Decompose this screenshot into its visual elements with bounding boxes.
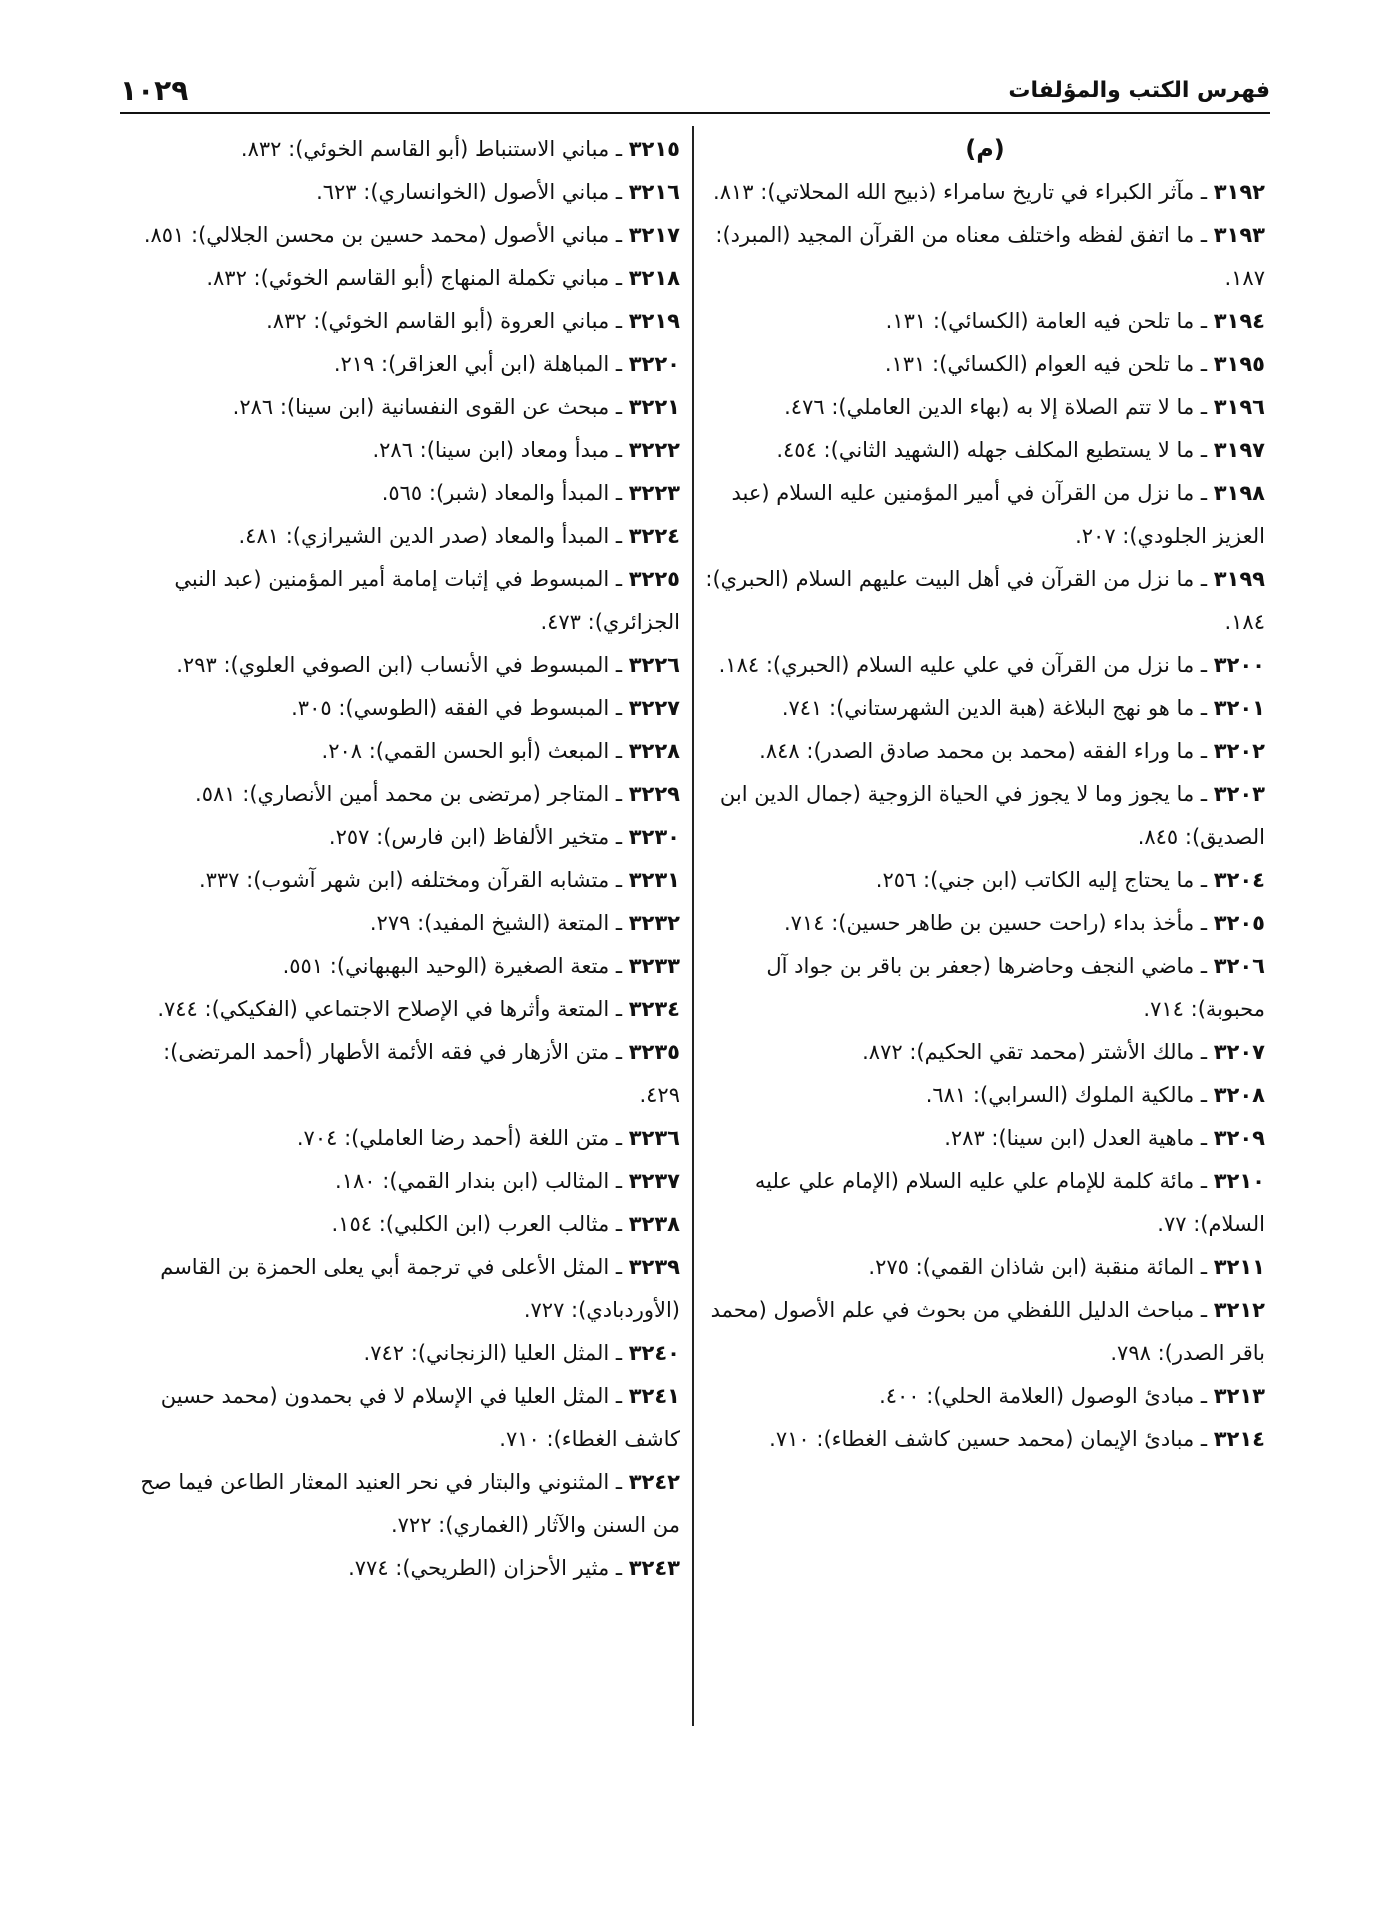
entry-number: ٣٢٤١ — [628, 1384, 680, 1408]
entry-text: ـ مالك الأشتر (محمد تقي الحكيم): ٨٧٢. — [862, 1040, 1208, 1064]
entry-number: ٣٢٠٠ — [1213, 653, 1265, 677]
index-entry — [705, 644, 1265, 687]
entry-number: ٣٢٣٥ — [628, 1040, 680, 1064]
entry-text: ـ مثالب العرب (ابن الكلبي): ١٥٤. — [331, 1212, 623, 1236]
index-entry — [120, 1203, 680, 1246]
right-column — [705, 128, 1265, 1461]
entry-number: ٣٢٠٢ — [1213, 739, 1265, 763]
entry-number: ٣٢٠٧ — [1213, 1040, 1265, 1064]
entry-number: ٣١٩٨ — [1213, 481, 1265, 505]
index-entry — [120, 644, 680, 687]
entry-number: ٣٢٢٤ — [628, 524, 680, 548]
entry-text: ـ ماهية العدل (ابن سينا): ٢٨٣. — [944, 1126, 1208, 1150]
index-entry — [705, 472, 1265, 558]
entry-text: ـ ما تلحن فيه العوام (الكسائي): ١٣١. — [884, 352, 1208, 376]
entry-number: ٣٢٠٨ — [1213, 1083, 1265, 1107]
index-entry — [120, 1117, 680, 1160]
index-entry — [120, 558, 680, 644]
entry-text: ـ المتعة (الشيخ المفيد): ٢٧٩. — [369, 911, 623, 935]
index-entry — [120, 343, 680, 386]
entry-number: ٣٢١٠ — [1213, 1169, 1265, 1193]
entry-number: ٣٢٢٨ — [628, 739, 680, 763]
entry-number: ٣٢٠٤ — [1213, 868, 1265, 892]
index-entry — [120, 988, 680, 1031]
entry-text: ـ المبدأ والمعاد (شبر): ٥٦٥. — [381, 481, 623, 505]
index-entry — [120, 257, 680, 300]
index-entry — [705, 1375, 1265, 1418]
entry-text: ـ المبعث (أبو الحسن القمي): ٢٠٨. — [321, 739, 623, 763]
section-letter: (م) — [965, 135, 1005, 163]
entry-number: ٣٢٢٠ — [628, 352, 680, 376]
index-entry — [705, 945, 1265, 1031]
index-entry — [705, 429, 1265, 472]
entry-number: ٣٢٤٠ — [628, 1341, 680, 1365]
index-entry — [120, 1461, 680, 1547]
entry-text: ـ مأخذ بداء (راحت حسين بن طاهر حسين): ٧١٤. — [783, 911, 1208, 935]
entry-number: ٣٢٣٤ — [628, 997, 680, 1021]
index-entry — [705, 214, 1265, 300]
index-entry — [705, 1246, 1265, 1289]
entry-text: ـ المبدأ والمعاد (صدر الدين الشيرازي): ٤٨١. — [238, 524, 623, 548]
entry-text: ـ مباني الاستنباط (أبو القاسم الخوئي): ٨٣٢. — [240, 137, 623, 161]
entry-number: ٣٢١٣ — [1213, 1384, 1265, 1408]
entry-text: ـ مبادئ الإيمان (محمد حسين كاشف الغطاء): ٧١٠. — [769, 1427, 1208, 1451]
index-entry — [120, 128, 680, 171]
entry-text: ـ المثنوني والبتار في نحر العنيد المعثار الطاعن فيما صح من السنن والآثار (الغماري): ٧٢٢. — [140, 1470, 680, 1537]
entry-number: ٣٢٢٧ — [628, 696, 680, 720]
entry-text: ـ متن الأزهار في فقه الأئمة الأطهار (أحمد المرتضى): ٤٢٩. — [163, 1040, 680, 1107]
index-entry — [705, 1289, 1265, 1375]
entry-number: ٣١٩٥ — [1213, 352, 1265, 376]
index-entry — [120, 214, 680, 257]
entry-number: ٣٢٢٩ — [628, 782, 680, 806]
column-divider — [692, 126, 694, 1726]
entry-text: ـ مائة كلمة للإمام علي عليه السلام (الإمام علي عليه السلام): ٧٧. — [754, 1169, 1265, 1236]
entry-text: ـ المثل العليا في الإسلام لا في بحمدون (محمد حسين كاشف الغطاء): ٧١٠. — [160, 1384, 680, 1451]
entry-number: ٣٢٢٦ — [628, 653, 680, 677]
index-entry — [705, 1117, 1265, 1160]
index-entry — [120, 1160, 680, 1203]
entry-number: ٣٢١٦ — [628, 180, 680, 204]
entry-number: ٣١٩٩ — [1213, 567, 1265, 591]
entry-text: ـ متعة الصغيرة (الوحيد البهبهاني): ٥٥١. — [282, 954, 623, 978]
index-entry — [120, 386, 680, 429]
index-entry — [120, 902, 680, 945]
entry-number: ٣٢٣٣ — [628, 954, 680, 978]
entry-text: ـ ما نزل من القرآن في أهل البيت عليهم السلام (الحبري): ١٨٤. — [705, 567, 1265, 634]
entry-text: ـ ماضي النجف وحاضرها (جعفر بن باقر بن جواد آل محبوبة): ٧١٤. — [766, 954, 1265, 1021]
index-entry — [120, 171, 680, 214]
entry-number: ٣٢٠٣ — [1213, 782, 1265, 806]
page-title: فهرس الكتب والمؤلفات — [1008, 77, 1270, 103]
entry-text: ـ المباهلة (ابن أبي العزاقر): ٢١٩. — [333, 352, 623, 376]
entry-text: ـ ما هو نهج البلاغة (هبة الدين الشهرستاني): ٧٤١. — [781, 696, 1208, 720]
index-entry — [120, 687, 680, 730]
index-entry — [705, 1418, 1265, 1461]
index-entry — [705, 773, 1265, 859]
entry-number: ٣٢١١ — [1213, 1255, 1265, 1279]
entry-text: ـ ما يجوز وما لا يجوز في الحياة الزوجية (جمال الدين ابن الصديق): ٨٤٥. — [719, 782, 1265, 849]
entry-number: ٣١٩٧ — [1213, 438, 1265, 462]
entry-number: ٣١٩٣ — [1213, 223, 1265, 247]
entry-text: ـ ما نزل من القرآن في علي عليه السلام (الحبري): ١٨٤. — [718, 653, 1208, 677]
index-entry — [705, 859, 1265, 902]
entry-text: ـ مبحث عن القوى النفسانية (ابن سينا): ٢٨٦. — [232, 395, 623, 419]
index-entry — [705, 1031, 1265, 1074]
index-entry — [120, 859, 680, 902]
entry-text: ـ المبسوط في الفقه (الطوسي): ٣٠٥. — [291, 696, 623, 720]
entry-number: ٣٢١٤ — [1213, 1427, 1265, 1451]
index-entry — [705, 171, 1265, 214]
index-entry — [705, 1160, 1265, 1246]
index-entry — [705, 730, 1265, 773]
entry-text: ـ ما وراء الفقه (محمد بن محمد صادق الصدر): ٨٤٨. — [759, 739, 1208, 763]
index-entry — [120, 816, 680, 859]
entry-text: ـ المثالب (ابن بندار القمي): ١٨٠. — [335, 1169, 623, 1193]
index-entry — [705, 343, 1265, 386]
entry-number: ٣٢٠٩ — [1213, 1126, 1265, 1150]
entry-text: ـ متشابه القرآن ومختلفه (ابن شهر آشوب): ٣٣٧. — [198, 868, 623, 892]
index-entry — [705, 300, 1265, 343]
entry-text: ـ مباحث الدليل اللفظي من بحوث في علم الأصول (محمد باقر الصدر): ٧٩٨. — [710, 1298, 1265, 1365]
entry-number: ٣٢٣٠ — [628, 825, 680, 849]
index-entry — [705, 386, 1265, 429]
entry-text: ـ ما اتفق لفظه واختلف معناه من القرآن المجيد (المبرد): ١٨٧. — [715, 223, 1265, 290]
entry-number: ٣٢٣٧ — [628, 1169, 680, 1193]
entry-text: ـ ما لا تتم الصلاة إلا به (بهاء الدين العاملي): ٤٧٦. — [784, 395, 1208, 419]
right-entries-list — [705, 171, 1265, 1461]
entry-text: ـ متن اللغة (أحمد رضا العاملي): ٧٠٤. — [296, 1126, 623, 1150]
entry-text: ـ مبدأ ومعاد (ابن سينا): ٢٨٦. — [372, 438, 623, 462]
index-entry — [705, 558, 1265, 644]
entry-text: ـ مالكية الملوك (السرابي): ٦٨١. — [925, 1083, 1208, 1107]
index-entry — [120, 1031, 680, 1117]
entry-number: ٣٢١٧ — [628, 223, 680, 247]
index-entry — [120, 472, 680, 515]
entry-number: ٣٢٣٨ — [628, 1212, 680, 1236]
entry-text: ـ المثل العليا (الزنجاني): ٧٤٢. — [363, 1341, 623, 1365]
entry-text: ـ مبادئ الوصول (العلامة الحلي): ٤٠٠. — [879, 1384, 1208, 1408]
index-entry — [120, 773, 680, 816]
entry-number: ٣٢١٢ — [1213, 1298, 1265, 1322]
entry-text: ـ مآثر الكبراء في تاريخ سامراء (ذبيح الله المحلاتي): ٨١٣. — [713, 180, 1208, 204]
index-entry — [120, 1547, 680, 1590]
entry-number: ٣٢٢٥ — [628, 567, 680, 591]
entry-text: ـ المبسوط في الأنساب (ابن الصوفي العلوي): ٢٩٣. — [176, 653, 623, 677]
entry-text: ـ ما تلحن فيه العامة (الكسائي): ١٣١. — [885, 309, 1208, 333]
index-entry — [120, 515, 680, 558]
index-entry — [120, 730, 680, 773]
entry-number: ٣٢٠١ — [1213, 696, 1265, 720]
entry-text: ـ مباني تكملة المنهاج (أبو القاسم الخوئي): ٨٣٢. — [206, 266, 623, 290]
entry-number: ٣٢٣٢ — [628, 911, 680, 935]
index-entry — [705, 1074, 1265, 1117]
entry-number: ٣٢٤٣ — [628, 1556, 680, 1580]
entry-number: ٣٢٣٩ — [628, 1255, 680, 1279]
entry-number: ٣٢٢٢ — [628, 438, 680, 462]
index-entry — [120, 945, 680, 988]
entry-number: ٣٢٣١ — [628, 868, 680, 892]
entry-number: ٣٢١٥ — [628, 137, 680, 161]
entry-number: ٣١٩٢ — [1213, 180, 1265, 204]
entry-number: ٣٢١٩ — [628, 309, 680, 333]
index-entry — [120, 1246, 680, 1332]
entry-number: ٣٢٢٣ — [628, 481, 680, 505]
index-entry — [705, 687, 1265, 730]
entry-number: ٣٢٢١ — [628, 395, 680, 419]
index-entry — [120, 429, 680, 472]
entry-text: ـ مثير الأحزان (الطريحي): ٧٧٤. — [348, 1556, 623, 1580]
entry-text: ـ ما يحتاج إليه الكاتب (ابن جني): ٢٥٦. — [875, 868, 1208, 892]
entry-text: ـ مباني الأصول (الخوانساري): ٦٢٣. — [316, 180, 623, 204]
entry-number: ٣١٩٤ — [1213, 309, 1265, 333]
entry-text: ـ المثل الأعلى في ترجمة أبي يعلى الحمزة بن القاسم (الأوردبادي): ٧٢٧. — [160, 1255, 680, 1322]
entry-text: ـ مباني العروة (أبو القاسم الخوئي): ٨٣٢. — [266, 309, 623, 333]
index-entry — [120, 300, 680, 343]
entry-text: ـ ما لا يستطيع المكلف جهله (الشهيد الثاني): ٤٥٤. — [776, 438, 1208, 462]
index-entry — [120, 1332, 680, 1375]
page-header — [120, 68, 1270, 114]
entry-text: ـ المتعة وأثرها في الإصلاح الاجتماعي (الفكيكي): ٧٤٤. — [157, 997, 623, 1021]
index-entry — [120, 1375, 680, 1461]
entry-text: ـ ما نزل من القرآن في أمير المؤمنين عليه السلام (عبد العزيز الجلودي): ٢٠٧. — [731, 481, 1265, 548]
page-number: ١٠٢٩ — [120, 73, 189, 107]
left-column — [120, 128, 680, 1590]
entry-number: ٣٢٣٦ — [628, 1126, 680, 1150]
entry-number: ٣٢٤٢ — [628, 1470, 680, 1494]
left-entries-list — [120, 128, 680, 1590]
entry-text: ـ مباني الأصول (محمد حسين بن محسن الجلالي): ٨٥١. — [143, 223, 623, 247]
entry-number: ٣٢١٨ — [628, 266, 680, 290]
entry-text: ـ المتاجر (مرتضى بن محمد أمين الأنصاري): ٥٨١. — [195, 782, 623, 806]
entry-text: ـ المائة منقبة (ابن شاذان القمي): ٢٧٥. — [868, 1255, 1208, 1279]
entry-text: ـ المبسوط في إثبات إمامة أمير المؤمنين (عبد النبي الجزائري): ٤٧٣. — [174, 567, 680, 634]
entry-number: ٣٢٠٥ — [1213, 911, 1265, 935]
index-entry — [705, 902, 1265, 945]
entry-number: ٣١٩٦ — [1213, 395, 1265, 419]
entry-number: ٣٢٠٦ — [1213, 954, 1265, 978]
entry-text: ـ متخير الألفاظ (ابن فارس): ٢٥٧. — [328, 825, 623, 849]
